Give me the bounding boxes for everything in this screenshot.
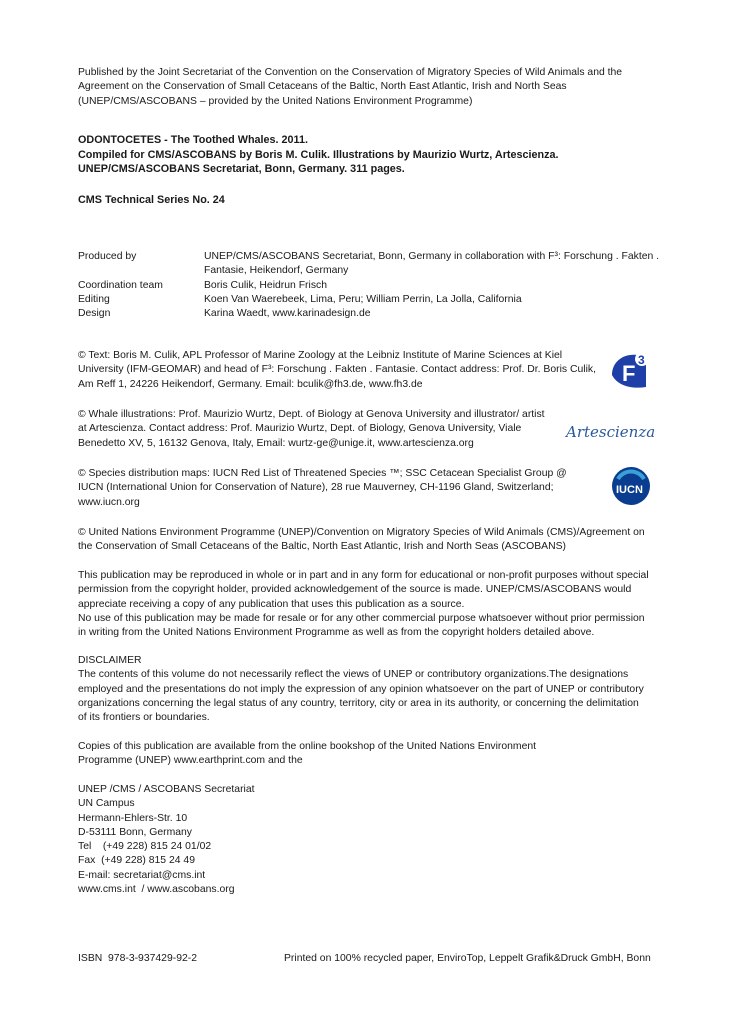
citation (78, 133, 650, 177)
disclaimer-text: The contents of this volume do not necessarily reflect the views of UNEP or contributory organizations.The designations employed and the presentations do not imply the expression of any opinion whatsoever on the part of UNEP or contributory organizations concerning the legal status of any country, territory, city or area in its authority, or concerning the delimitation of its frontiers or boundaries. (78, 669, 644, 724)
citation-line-2: Compiled for CMS/ASCOBANS by Boris M. Culik. Illustrations by Maurizio Wurtz, Artescienza. (78, 148, 559, 161)
copyright-unep: © United Nations Environment Programme (UNEP)/Convention on Migratory Species of Wild Animals (CMS)/Agreement on the Conservation of Small Cetaceans of the Baltic, North East Atlantic, Irish and North Seas (ASCOBANS) (78, 527, 645, 553)
copies-text: Copies of this publication are available from the online bookshop of the United Nations Environment Programme (UNEP) www.earthprint.com and the (78, 741, 537, 767)
credit-key: Coordination team (78, 279, 163, 291)
artescienza-logo: Artescienza (566, 423, 656, 441)
credit-row (78, 279, 664, 293)
series-title: CMS Technical Series No. 24 (78, 194, 225, 206)
citation-line-3: UNEP/CMS/ASCOBANS Secretariat, Bonn, Germany. 311 pages. (78, 163, 405, 175)
svg-text:3: 3 (638, 353, 645, 367)
credit-value: Karina Waedt, www.karinadesign.de (204, 308, 371, 320)
isbn: ISBN 978-3-937429-92-2 (78, 953, 197, 964)
disclaimer-title: DISCLAIMER (78, 655, 142, 666)
svg-text:IUCN: IUCN (616, 484, 643, 496)
credit-row (78, 293, 664, 307)
address-line: E-mail: secretariat@cms.int (78, 869, 206, 881)
copyright-illustrations: © Whale illustrations: Prof. Maurizio Wurtz, Dept. of Biology at Genova University and illustrator/ artist at Artescienza. Contact address: Prof. Maurizio Wurtz, Dept. of Biology, Genova University, Viale Benedetto XV, 5, 16132 Genova, Italy, Email: wurtz-ge@unige.it, www.artescienza.org (78, 409, 545, 449)
secretariat-address (78, 783, 650, 897)
disclaimer (78, 654, 650, 725)
credits-table (78, 250, 664, 321)
svg-text:F: F (622, 361, 636, 386)
iucn-logo (610, 465, 652, 512)
address-line: UN Campus (78, 798, 135, 810)
citation-line-1: ODONTOCETES - The Toothed Whales. 2011. (78, 134, 308, 146)
credit-row (78, 307, 664, 321)
credit-key: Produced by (78, 251, 137, 262)
fh3-logo (606, 349, 654, 396)
address-line: Fax (+49 228) 815 24 49 (78, 855, 195, 867)
copyright-maps: © Species distribution maps: IUCN Red List of Threatened Species ™; SSC Cetacean Specialist Group @ IUCN (International Union for Conservation of Nature), 28 rue Mauverney, CH-1196 Gland, Switzerland; www.iucn.org (78, 468, 567, 508)
credit-row (78, 250, 664, 279)
copyright-text: © Text: Boris M. Culik, APL Professor of Marine Zoology at the Leibniz Institute of Marine Sciences at Kiel University (IFM-GEOMAR) and head of F³: Forschung . Fakten . Fantasie. Contact address: Prof. Dr. Boris Culik, Am Reff 1, 24226 Heikendorf, Germany. Email: bculik@fh3.de, www.fh3.de (78, 350, 596, 390)
credit-value: Koen Van Waerebeek, Lima, Peru; William Perrin, La Jolla, California (204, 293, 522, 305)
printed-note: Printed on 100% recycled paper, EnviroTop, Leppelt Grafik&Druck GmbH, Bonn (284, 953, 651, 964)
address-line: D-53111 Bonn, Germany (78, 826, 192, 838)
credit-value: UNEP/CMS/ASCOBANS Secretariat, Bonn, Germany in collaboration with F³: Forschung . Fakten . Fantasie, Heikendorf, Germany (204, 251, 660, 277)
address-line: UNEP /CMS / ASCOBANS Secretariat (78, 784, 255, 795)
publisher-text: Published by the Joint Secretariat of the Convention on the Conservation of Migratory Species of Wild Animals and the Agreement on the Conservation of Small Cetaceans of the Baltic, North East Atlantic, Irish and North Seas (UNEP/CMS/ASCOBANS – provided by the United Nations Environment Programme) (78, 67, 623, 107)
credit-value: Boris Culik, Heidrun Frisch (204, 279, 327, 291)
resale-text: No use of this publication may be made for resale or for any other commercial purpose whatsoever without prior permission in writing from the United Nations Environment Programme as well as from the copyright holders detailed above. (78, 612, 645, 639)
credit-key: Design (78, 308, 111, 320)
reproduction-text: This publication may be reproduced in whole or in part and in any form for educational or non-profit purposes without special permission from the copyright holder, provided acknowledgement of the source is made. UNEP/CMS/ASCOBANS would appreciate receiving a copy of any publication that uses this publication as a source. No use of this publication may be made for resale or for any other commercial purpose whatsoever without prior permission in writing from the United Nations Environment Programme as well as from the copyright holders detailed above. (78, 569, 650, 640)
address-line: Hermann-Ehlers-Str. 10 (78, 812, 188, 824)
address-line: Tel (+49 228) 815 24 01/02 (78, 841, 212, 853)
credit-key: Editing (78, 293, 110, 305)
address-line: www.cms.int / www.ascobans.org (78, 884, 235, 896)
